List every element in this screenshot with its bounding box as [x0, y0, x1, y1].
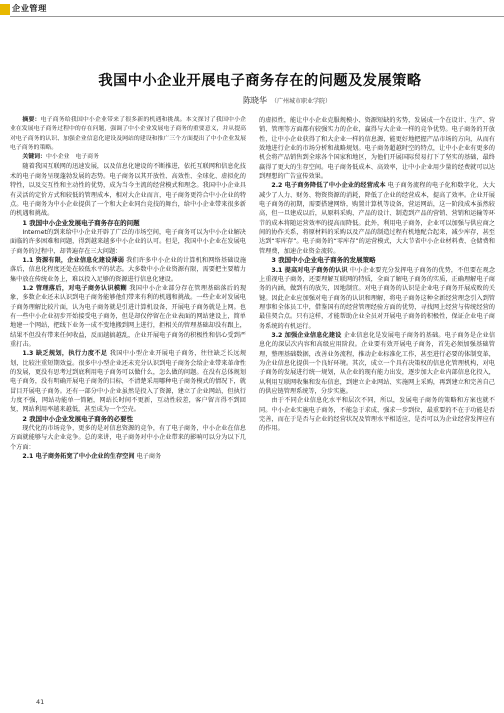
- abstract-text: 电子商务给我国中小企业带来了很多新的机遇和挑战。本文探讨了我国中小企业在发展电子商务过程中的存在问题，强调了中小企业发展电子商务的重要意义，并从提高对电子商务的认识、加强企业信息化建设及网站的建设和推广三个方面提出了中小企业发展电子商务的策略。: [10, 117, 247, 151]
- section-3-1-text: 中小企业要充分发挥电子商务的优势，不但要在观念上重视电子商务，还要理解互联网的特质，全面了解电子商务的实质，正确理解电子商务的内涵，做到有的放矢，因地制宜。对电子商务的认识是企业电子商务开展成败的关键。因此企业应加强对电子商务的认识和理解，将电子商务这种全新经营理念引入到管理事和全体员工中，借鉴国有的经营管理经验方面的优势，寻找网上经营与传统经营的最佳契合点。只有这样，才能帮助企业全员对开展电子商务的积极性，保证企业电子商务系统的有机运行。: [259, 266, 496, 330]
- section-2-1-label: 2.1 电子商务拓宽了中小企业的生存空间: [22, 453, 135, 461]
- page-number: 41: [36, 698, 45, 706]
- section-2-intro: 现代化的市场竞争，更多的是对信息资源的竞争，有了电子商务，中小企业在信息方面就能够与大企业竞争。总的来讲，电子商务对中小企业带来的影响可以分为以下几个方面：: [10, 425, 246, 451]
- author-affiliation: （广州城市职业学院）: [271, 98, 332, 105]
- article-title: 我国中小企业开展电子商务存在的问题及发展策略: [98, 73, 422, 89]
- abstract: [10, 116, 246, 153]
- section-1-2-label: 1.2 管理落后，对电子商务认识模糊: [22, 284, 127, 292]
- section-3-1-label: 3.1 提高对电子商务的认识: [271, 266, 348, 274]
- left-column: [10, 116, 246, 461]
- section-1-3-label: 1.3 缺乏规划，执行力度不足: [22, 350, 108, 358]
- section-1-heading: 1 我国中小企业发展电子商务存在的问题: [22, 218, 140, 227]
- column-label: 企业管理: [12, 3, 47, 13]
- keywords-text: 中小企业 电子商务: [45, 154, 99, 161]
- section-3-heading: 3 我国中小企业电子商务的发展策略: [271, 256, 376, 265]
- section-2-1-text: 电子商务: [136, 453, 162, 461]
- section-2-1: [10, 452, 246, 461]
- section-2-2-label: 2.2 电子商务降低了中小企业的经营成本: [271, 182, 386, 190]
- section-3-2-text: 企业信息化是发展电子商务的基础。电子商务是企业信息化的深层次内容和高级应用阶段。企业要有效开展电子商务，首先必须加强基础管理，整理基础数据，改善业务流程，推动企业标准化工作，甚至进行必要的体制变革，为企业信息化提供一个良好环境。其次，成立一个具有决策权的信息化管理机构，对电子商务的发展进行统一规划，从企业的现有能力出发，逐步加大企业内部信息化投入，从利用互联网收集和发布信息，到建立企业网站、实施网上采购，再到建立和完善自己的供应链管理系统等，分步实施。: [259, 331, 496, 395]
- section-3-2: [259, 331, 495, 396]
- right-column: [259, 116, 495, 434]
- header-rule: [10, 16, 504, 17]
- section-3-2-label: 3.2 加强企业信息化建设: [271, 331, 342, 339]
- section-1-3: [10, 349, 246, 414]
- section-2-2-text: 电子商务流程的电子化和数字化，大大减少了人力、财务、物资资源的消耗，降低了企业的经营成本，提高了效率。企业开展电子商务的初期，需要搭建网络，购置计算机等设备，营运网站，这一阶段成本虽然较高，但一旦建成以后，从原料采购、产品的设计、制造到产品的营销、营销和运输等环节的成本将随运营效率的提高而降低。此外，利用电子商务，企业可以加强与供应商之间的协作关系，将原材料的采购以及产品的制造过程有机地配合起来，减少库存，甚至达到“零库存”。电子商务的“零库存”的运营模式，大大节省中小企业材料费、仓储费和管理费，加速企业资金流转。: [259, 182, 496, 255]
- section-1-1: [10, 256, 246, 284]
- abstract-label: 摘要：: [22, 117, 41, 123]
- section-1-1-label: 1.1 资源有限，企业信息化建设薄弱: [22, 256, 125, 264]
- section-1-1-text: 我们许多中小企业的计算机和网络基础设施落后，信息化程度还处在较低水平的状态。大多数中小企业资源有限，需要把主要精力集中放在传统业务上，难以投入足够的资源进行信息化建设。: [10, 256, 247, 283]
- section-2-1-continued: 的虚拟性，能让中小企业克服规模小、资源短缺的劣势，发展成一个在设计、生产、营销、管理等方面都有较强实力的企业，赢得与大企业一样的竞争优势。电子商务的开放性，让中小企业获得了和大企业一样的信息源，能更好地把握产品市场的方向，从而有效地进行企业的市场分析和战略规划。电子商务超越时空的特点，让中小企业有更多的机会将产品销售到全球各个国家和地区，为他们开展国际贸易打下了坚实的基础，最终赢得了更大的生存空间。电子商务低成本、高效率，让中小企业用少量的经费就可以达到理想的广告宣传效果。: [259, 117, 495, 181]
- section-1-2: [10, 284, 246, 349]
- keywords-label: 关键词：: [22, 154, 46, 161]
- intro-paragraph: 随着我国互联网的迅速发展，以及信息化建设的不断推进，依托互联网和信息化技术的电子商务呈现蓬勃发展的态势。电子商务以其开放性、高效性、全球化、虚拟化的特性，以及交互性和主动性的优势，成为当今主流的经营模式和理念。我国中小企业具有灵活的定价方式和较低的管理成本，相对大企业而言，电子商务更符合中小企业的特点。电子商务为中小企业提供了一个和大企业同台竞技的舞台，给中小企业带来很多新的机遇和挑战。: [10, 163, 246, 218]
- section-2-heading: 2 我国中小企业发展电子商务的必要性: [22, 414, 134, 423]
- keywords: [10, 153, 246, 162]
- page-header: [0, 0, 504, 18]
- section-2-2: [259, 181, 495, 256]
- section-3-closing: 由于不同企业信息化水平和层次不同，所以，发展电子商务的策略和方案也就不同。中小企业实施电子商务，不能急于求成、强求一步到位，最重要的不在于功能是否完善，而在于是否与企业的经营状况及管理水平相适应，是否可以为企业经营发挥应有的作用。: [259, 397, 495, 433]
- section-1-3-text: 我国中小型企业开展电子商务，往往缺乏长远规划，比较注重短期效益。很多中小型企业还未充分认识到电子商务会给企业带来革命性的发展，更没有思考过到底利用电子商务可以做什么，怎么做的问题。在没有总体规划电子商务，没有明确开展电子商务的目标，不清楚采用哪种电子商务模式的情况下，就冒目开展电子商务。还有一部分中小企业虽然是投入了资源，建立了企业网站，但执行力度不强，网站功能单一简陋，网站长时间不更新，互动性较差，客户留言得不到回复，网站利用率越来越低，甚至成为一个空壳。: [10, 350, 247, 414]
- author-name: 陈晓华: [243, 96, 267, 105]
- section-1-2-text: 我国中小企业部分存在管理基础落后的现象，多数企业还未认识到电子商务能够他们带来有利的机遇和挑战。一些企业对发展电子商务理解比较片面，认为电子商务就是引进计算机设备，开展电子商务就是上网。也有一些中小企业初步开始接受电子商务，但是却仅停留在企业表面的网站建设上，简单地建一个网站，把线下业务一成不变地搬到网上进行，拒相关的管理基础却没有跟上，结果不但没有带来任何收益，反而越搞越乱，企业开展电子商务的积极性和信心受到严重打击。: [10, 284, 247, 349]
- section-3-1: [259, 266, 495, 331]
- column-marker: [0, 4, 10, 15]
- author-line: [243, 95, 331, 106]
- section-1-intro: Internet的到来给中小企业开辟了广泛的市场空间，电子商务可以为中小企业解决面临的许多困难和问题，得到越来越多中小企业的认可。但是，我国中小企业在发展电子商务的过程中，却普遍存在三大问题：: [10, 228, 246, 255]
